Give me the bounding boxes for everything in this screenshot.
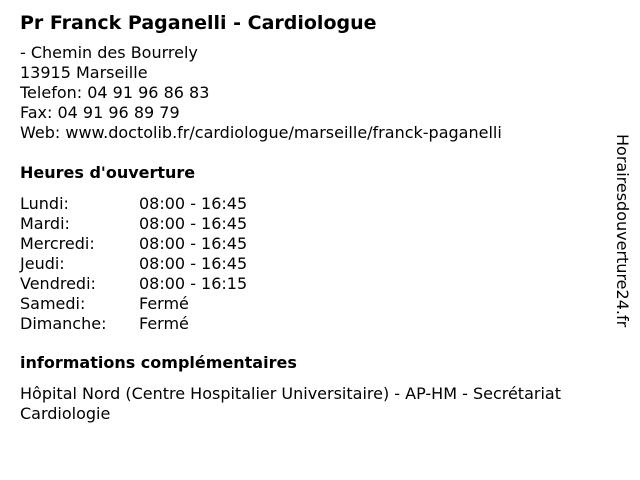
day-label: Jeudi: [20, 254, 65, 273]
street-address: - Chemin des Bourrely [20, 43, 198, 62]
hours-row-thursday [20, 254, 320, 274]
address-block [20, 43, 502, 143]
day-label: Vendredi: [20, 274, 96, 293]
day-label: Mercredi: [20, 234, 95, 253]
hours-row-friday [20, 274, 320, 294]
hours-row-saturday [20, 294, 320, 314]
day-label: Lundi: [20, 194, 69, 213]
day-label: Mardi: [20, 214, 70, 233]
day-label: Samedi: [20, 294, 86, 313]
hours-row-tuesday [20, 214, 320, 234]
hours-row-wednesday [20, 234, 320, 254]
page-title: Pr Franck Paganelli - Cardiologue [20, 12, 377, 34]
additional-info-heading: informations complémentaires [20, 353, 297, 372]
opening-hours-heading: Heures d'ouverture [20, 163, 196, 182]
brand-watermark [612, 134, 632, 346]
day-hours: Fermé [139, 314, 189, 333]
phone-number: Telefon: 04 91 96 86 83 [20, 83, 210, 102]
day-hours: Fermé [139, 294, 189, 313]
day-label: Dimanche: [20, 314, 107, 333]
brand-text: Horairesdouverture24.fr [613, 134, 632, 328]
day-hours: 08:00 - 16:15 [139, 274, 248, 293]
day-hours: 08:00 - 16:45 [139, 214, 248, 233]
day-hours: 08:00 - 16:45 [139, 234, 248, 253]
hours-row-monday [20, 194, 320, 214]
day-hours: 08:00 - 16:45 [139, 194, 248, 213]
hours-row-sunday [20, 314, 320, 334]
website: Web: www.doctolib.fr/cardiologue/marseille/franck-paganelli [20, 123, 502, 142]
opening-hours-table [20, 194, 320, 334]
city: 13915 Marseille [20, 63, 148, 82]
day-hours: 08:00 - 16:45 [139, 254, 248, 273]
additional-info-text: Hôpital Nord (Centre Hospitalier Universitaire) - AP-HM - Secrétariat Cardiologie [20, 384, 561, 423]
fax-number: Fax: 04 91 96 89 79 [20, 103, 180, 122]
